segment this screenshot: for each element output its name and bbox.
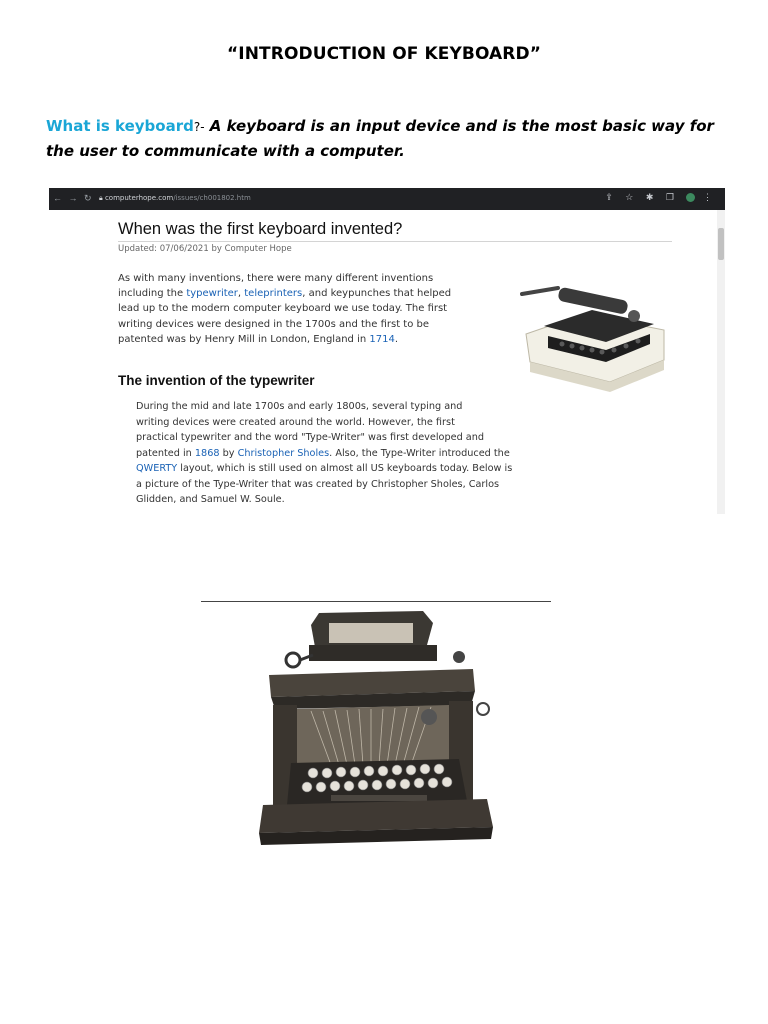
article-subheading: The invention of the typewriter — [118, 373, 315, 388]
menu-icon: ⋮ — [703, 192, 717, 202]
link-christopher-sholes: Christopher Sholes — [237, 447, 330, 459]
link-typewriter: typewriter — [186, 288, 238, 300]
article-paragraph-2 — [136, 399, 546, 508]
intro-separator: ?- — [193, 120, 205, 134]
lock-icon: 🔒︎ — [99, 194, 105, 202]
sholes-typewriter-photo — [201, 605, 551, 850]
browser-tool-icons: ⇪ ☆ ✱ ❐ ⋮ — [605, 192, 717, 202]
text-line: QWERTY layout, which is still used on almost all US keyboards today. Below is — [136, 463, 513, 474]
text-line: practical typewriter and the word "Type-Writer" was first developed and — [136, 432, 485, 443]
text-line: During the mid and late 1700s and early 1800s, several typing and — [136, 401, 463, 412]
browser-nav-icons: ← → ↻ — [53, 193, 94, 203]
link-1868: 1868 — [194, 447, 220, 459]
link-qwerty: QWERTY — [136, 463, 178, 474]
text-line: patented in 1868 by Christopher Sholes. Also, the Type-Writer introduced the — [136, 447, 510, 459]
image-divider — [201, 601, 551, 602]
profile-avatar-icon — [686, 193, 695, 202]
typewriter-photo-small — [514, 274, 674, 394]
scrollbar — [717, 210, 725, 514]
article-paragraph-1 — [118, 271, 508, 347]
text-line: writing devices were created around the world. However, the first — [136, 416, 455, 428]
text-line: writing devices were designed in the 1700s and the first to be — [118, 318, 430, 330]
text-line: As with many inventions, there were many different inventions — [118, 273, 434, 284]
browser-toolbar — [49, 188, 725, 210]
intro-paragraph — [46, 114, 736, 163]
url-path: /issues/ch001802.htm — [173, 194, 251, 202]
link-1714: 1714 — [369, 333, 395, 345]
link-teleprinters: teleprinters — [244, 288, 303, 300]
article-updated: Updated: 07/06/2021 by Computer Hope — [118, 244, 292, 254]
text-line: including the typewriter, teleprinters, and keypunches that helped — [118, 288, 452, 300]
intro-term: What is keyboard — [46, 117, 194, 135]
url-domain: computerhope.com — [104, 194, 174, 202]
text-line: lead up to the modern computer keyboard we use today. The first — [118, 303, 448, 315]
document-title: “INTRODUCTION OF KEYBOARD” — [227, 44, 541, 64]
text-line: Glidden, and Samuel W. Soule. — [136, 494, 285, 505]
text-line: a picture of the Type-Writer that was created by Christopher Sholes, Carlos — [136, 478, 500, 490]
scrollbar-thumb — [718, 228, 724, 260]
article-heading: When was the first keyboard invented? — [118, 220, 403, 238]
intro-definition: A keyboard is an input device and is the most basic way for the user to communicate with a computer. — [46, 117, 714, 160]
text-line: patented was by Henry Mill in London, England in 1714. — [118, 333, 399, 345]
browser-screenshot — [49, 188, 725, 514]
address-bar — [99, 194, 251, 203]
heading-rule — [118, 241, 672, 242]
